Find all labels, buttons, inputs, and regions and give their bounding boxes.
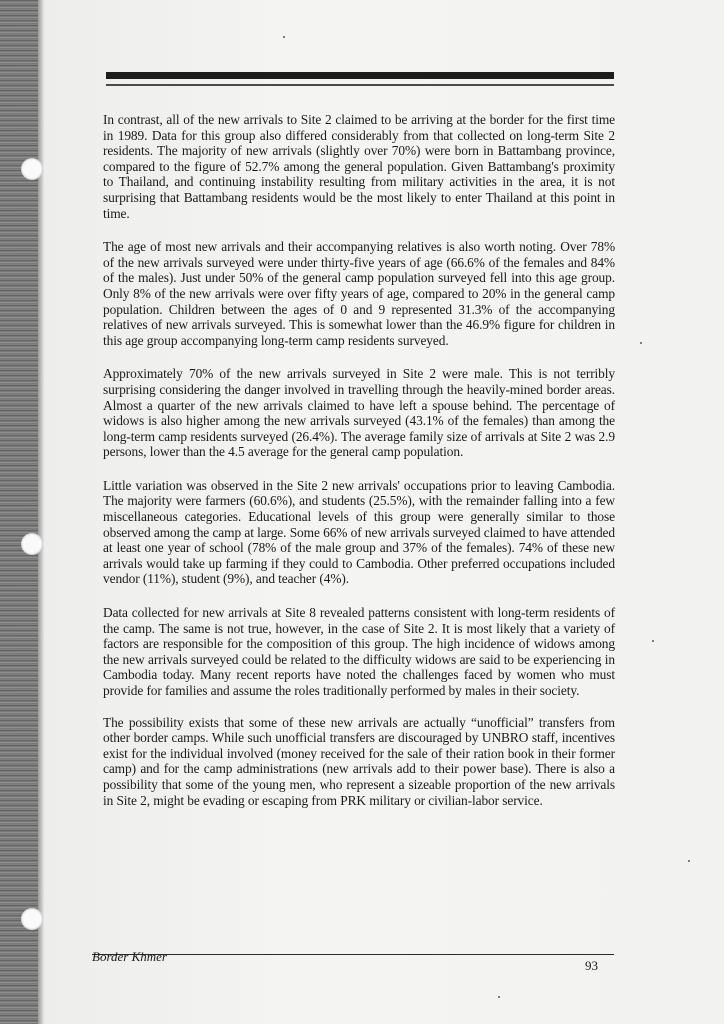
footer-publication-title: Border Khmer <box>92 949 167 964</box>
header-rule-thick <box>106 72 614 79</box>
scan-speck <box>283 36 285 38</box>
paragraph-gender-and-family: Approximately 70% of the new arrivals surveyed in Site 2 were male. This is not terribly surprising considering the danger involved in travelling through the heavily-mined border areas. Almost a quarter of the new arrivals claimed to have left a spouse behind. The percentage of widows is also higher among the new arrivals surveyed (43.1% of the females) than among the long-term camp residents surveyed (26.4%). The average family size of arrivals at Site 2 was 2.9 persons, lower than the 4.5 average for the general camp population. <box>103 366 615 460</box>
scan-speck <box>640 342 642 344</box>
punch-hole-middle <box>21 533 43 555</box>
body-text <box>103 112 615 808</box>
paragraph-new-arrivals-origin: In contrast, all of the new arrivals to Site 2 claimed to be arriving at the border for the first time in 1989. Data for this group also differed considerably from that collected on long-term Site 2 residents. The majority of new arrivals (slightly over 70%) were born in Battambang province, compared to the figure of 52.7% among the general population. Given Battambang's proximity to Thailand, and continuing instability resulting from military activities in the area, it is not surprising that Battambang residents would be the most likely to enter Thailand at this point in time. <box>103 112 615 221</box>
binding-strip <box>0 0 38 1024</box>
punch-hole-top <box>21 158 43 180</box>
binding-edge-shadow <box>38 0 44 1024</box>
scan-speck <box>688 860 690 862</box>
footer-rule <box>92 954 614 955</box>
header-rule-thin <box>106 84 614 86</box>
paragraph-occupations: Little variation was observed in the Site 2 new arrivals' occupations prior to leaving Cambodia. The majority were farmers (60.6%), and students (25.5%), with the remainder falling into a few miscellaneous categories. Educational levels of this group were generally similar to those observed among the camp at large. Some 66% of new arrivals surveyed claimed to have attended at least one year of school (78% of the male group and 37% of the females). 74% of these new arrivals would take up farming if they could to Cambodia. Other preferred occupations included vendor (11%), student (9%), and teacher (4%). <box>103 477 615 587</box>
paragraph-age-of-arrivals: The age of most new arrivals and their accompanying relatives is also worth noting. Over 78% of the new arrivals surveyed were under thirty-five years of age (66.6% of the females and 84% of the males). Just under 50% of the general camp population surveyed fell into this age group. Only 8% of the new arrivals were over fifty years of age, compared to 20% in the general camp population. Children between the ages of 0 and 9 represented 31.3% of the accompanying relatives of new arrivals surveyed. This is somewhat lower than the 46.9% figure for children in this age group accompanying long-term camp residents surveyed. <box>103 239 615 348</box>
punch-hole-bottom <box>21 908 43 930</box>
page-number: 93 <box>585 958 598 973</box>
paragraph-unofficial-transfers: The possibility exists that some of these new arrivals are actually “unofficial” transfers from other border camps. While such unofficial transfers are discouraged by UNBRO staff, incentives exist for the individual involved (money received for the sale of their ration book in their former camp) and for the camp administrations (new arrivals add to their power base). There is also a possibility that some of the young men, who represent a sizeable proportion of the new arrivals in Site 2, might be evading or escaping from PRK military or civilian-labor service. <box>103 714 615 808</box>
scan-speck <box>498 996 500 998</box>
paragraph-site-8-comparison: Data collected for new arrivals at Site 8 revealed patterns consistent with long-term residents of the camp. The same is not true, however, in the case of Site 2. It is most likely that a variety of factors are responsible for the composition of this group. The high incidence of widows among the new arrivals surveyed could be related to the difficulty widows are said to be experiencing in Cambodia today. Many recent reports have noted the challenges faced by women who must provide for families and assume the roles traditionally performed by males in their society. <box>103 605 615 698</box>
scan-speck <box>652 640 654 642</box>
